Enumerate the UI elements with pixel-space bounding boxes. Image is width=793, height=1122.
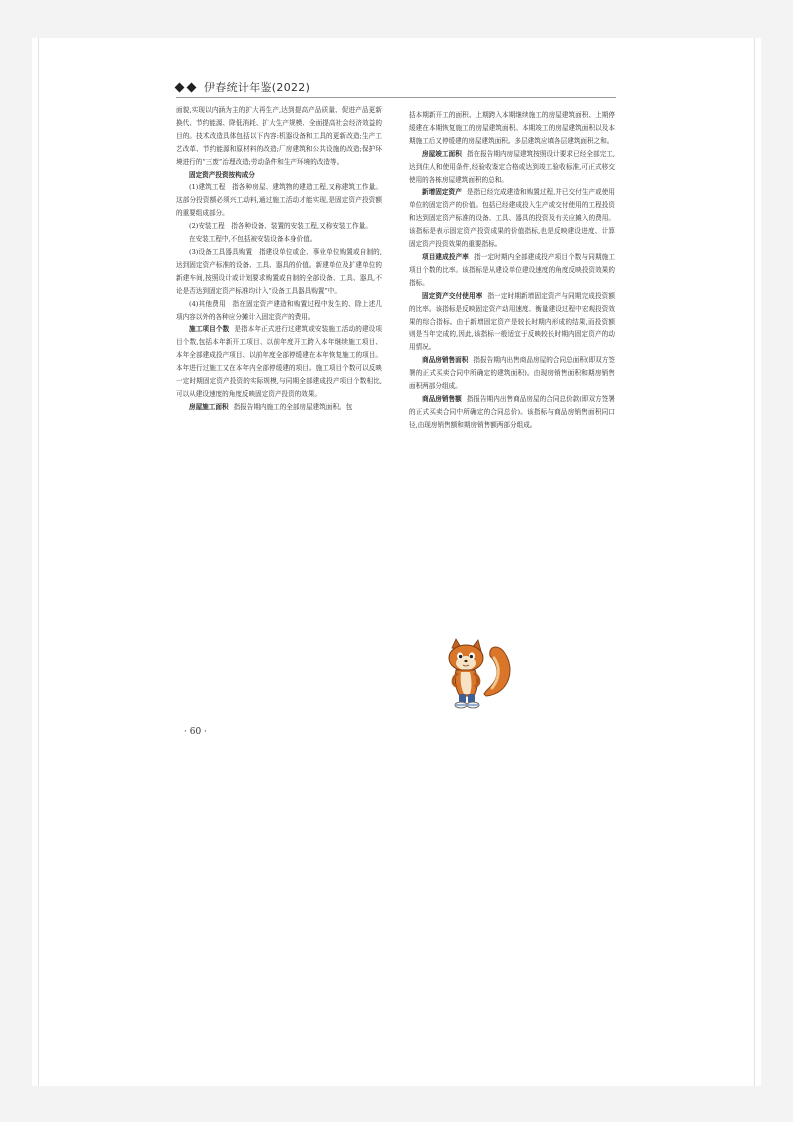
definition-paragraph: 商品房销售面积 指报告期内出售商品房屋的合同总面积(即双方签署的正式买卖合同中所确定的建筑面积)。由现房销售面积和期房销售面积两部分组成。 <box>409 356 615 391</box>
right-column <box>409 109 615 432</box>
paragraph: 括本期新开工的面积、上期跨入本期继续施工的房屋建筑面积、上期停缓建在本期恢复施工的房屋建筑面积。本期竣工的房屋建筑面积以及本期施工后又停缓建的房屋建筑面积。多层建筑应填各层建筑面积之和。 <box>409 111 615 145</box>
definition-paragraph: 房屋施工面积 指报告期内施工的全部房屋建筑面积。包 <box>189 402 353 411</box>
definition-term: 固定资产交付使用率 <box>422 291 483 300</box>
paragraph: (2)安装工程 指各种设备、装置的安装工程,又称安装工作量。 <box>189 222 372 231</box>
header-rule <box>176 97 616 98</box>
page-edge-right <box>754 38 755 1086</box>
definition-paragraph: 固定资产交付使用率 指一定时期新增固定资产与同期完成投资额的比率。该指标是反映固定资产动用速度、衡量建设过程中宏观投资效果的综合指标。由于新增固定资产是较长时期内形成的结果,而投资额则是当年完成的,因此,该指标一般适宜于反映较长时期内固定资产的动用情况。 <box>409 291 615 352</box>
paragraph: (1)建筑工程 指各种房屋、建筑物的建造工程,又称建筑工作量。这部分投资额必须兴工动料,通过施工活动才能实现,是固定资产投资额的重要组成部分。 <box>176 183 382 218</box>
definition-term: 房屋施工面积 <box>189 402 229 411</box>
definition-term: 商品房销售额 <box>422 394 462 403</box>
definition-paragraph: 商品房销售额 指报告期内出售商品房屋的合同总价款(即双方签署的正式买卖合同中所确定的合同总价)。该指标与商品房销售面积同口径,由现房销售额和期房销售额两部分组成。 <box>409 394 615 429</box>
section-heading: 固定资产投资按构成分 <box>189 170 255 179</box>
page-sheet <box>32 38 761 1086</box>
left-column <box>176 104 382 414</box>
paragraph: (3)设备工具器具购置 指建设单位或企、事业单位购置或自制的,达到固定资产标准的设备、工具、器具的价值。新建单位及扩建单位的新建车间,按照设计或计划要求购置或自制的全部设备、工具、器具,不论是否达到固定资产标准均计入“设备工具器具购置”中。 <box>176 247 382 295</box>
definition-term: 新增固定资产 <box>422 188 462 197</box>
paragraph: (4)其他费用 指在固定资产建造和购置过程中发生的、除上述几项内容以外的各种应分摊计入固定资产的费用。 <box>176 299 382 321</box>
definition-paragraph: 新增固定资产 是指已经完成建造和购置过程,并已交付生产或使用单位的固定资产的价值。包括已经建成投入生产或交付使用的工程投资和达到固定资产标准的设备、工具、器具的投资及有关应摊入的费用。该指标是表示固定资产投资成果的价值指标,也是反映建设进度、计算固定资产投资效果的重要指标。 <box>409 188 615 249</box>
paragraph: 在安装工程中,不包括被安装设备本身价值。 <box>189 235 317 244</box>
squirrel-mascot-icon <box>440 638 516 710</box>
definition-paragraph: 项目建成投产率 指一定时期内全部建成投产项目个数与同期施工项目个数的比率。该指标是从建设单位建设速度的角度反映投资效果的指标。 <box>409 252 615 287</box>
diamond-bullet-icon <box>175 82 185 92</box>
definition-paragraph: 施工项目个数 是指本年正式进行过建筑或安装施工活动的建设项目个数,包括本年新开工项目、以前年度开工跨入本年继续施工项目、本年全部建成投产项目、以前年度全部停缓建在本年恢复施工的项目。本年进行过施工又在本年内全部停缓建的项目。施工项目个数可以反映一定时期固定资产投资的实际规模,与同期全部建成投产项目个数相比,可以从建设速度的角度反映固定资产投资的效果。 <box>176 325 382 398</box>
page-number: · 60 · <box>184 727 207 737</box>
diamond-bullet-icon <box>187 82 197 92</box>
running-header <box>176 78 310 96</box>
definition-term: 房屋竣工面积 <box>422 149 462 158</box>
definition-term: 商品房销售面积 <box>422 356 469 365</box>
page-edge-left <box>38 38 39 1086</box>
header-title: 伊春统计年鉴(2022) <box>204 81 311 94</box>
definition-term: 施工项目个数 <box>189 325 230 334</box>
definition-paragraph: 房屋竣工面积 指在报告期内房屋建筑按照设计要求已经全部完工,达到住人和使用条件,经验收鉴定合格或达到竣工验收标准,可正式移交使用的各栋房屋建筑面积的总和。 <box>409 149 615 184</box>
paragraph: 面貌,实现以内涵为主的扩大再生产,达到提高产品质量、促进产品更新换代、节约能源、降低消耗、扩大生产规模、全面提高社会经济效益的目的。技术改造具体包括以下内容:机器设备和工具的更新改造;生产工艺改革、节约能源和原材料的改造;厂房建筑和公共设施的改造;保护环境进行的“三废”治理改造;劳动条件和生产环境的改造等。 <box>176 106 382 166</box>
definition-term: 项目建成投产率 <box>422 252 470 261</box>
